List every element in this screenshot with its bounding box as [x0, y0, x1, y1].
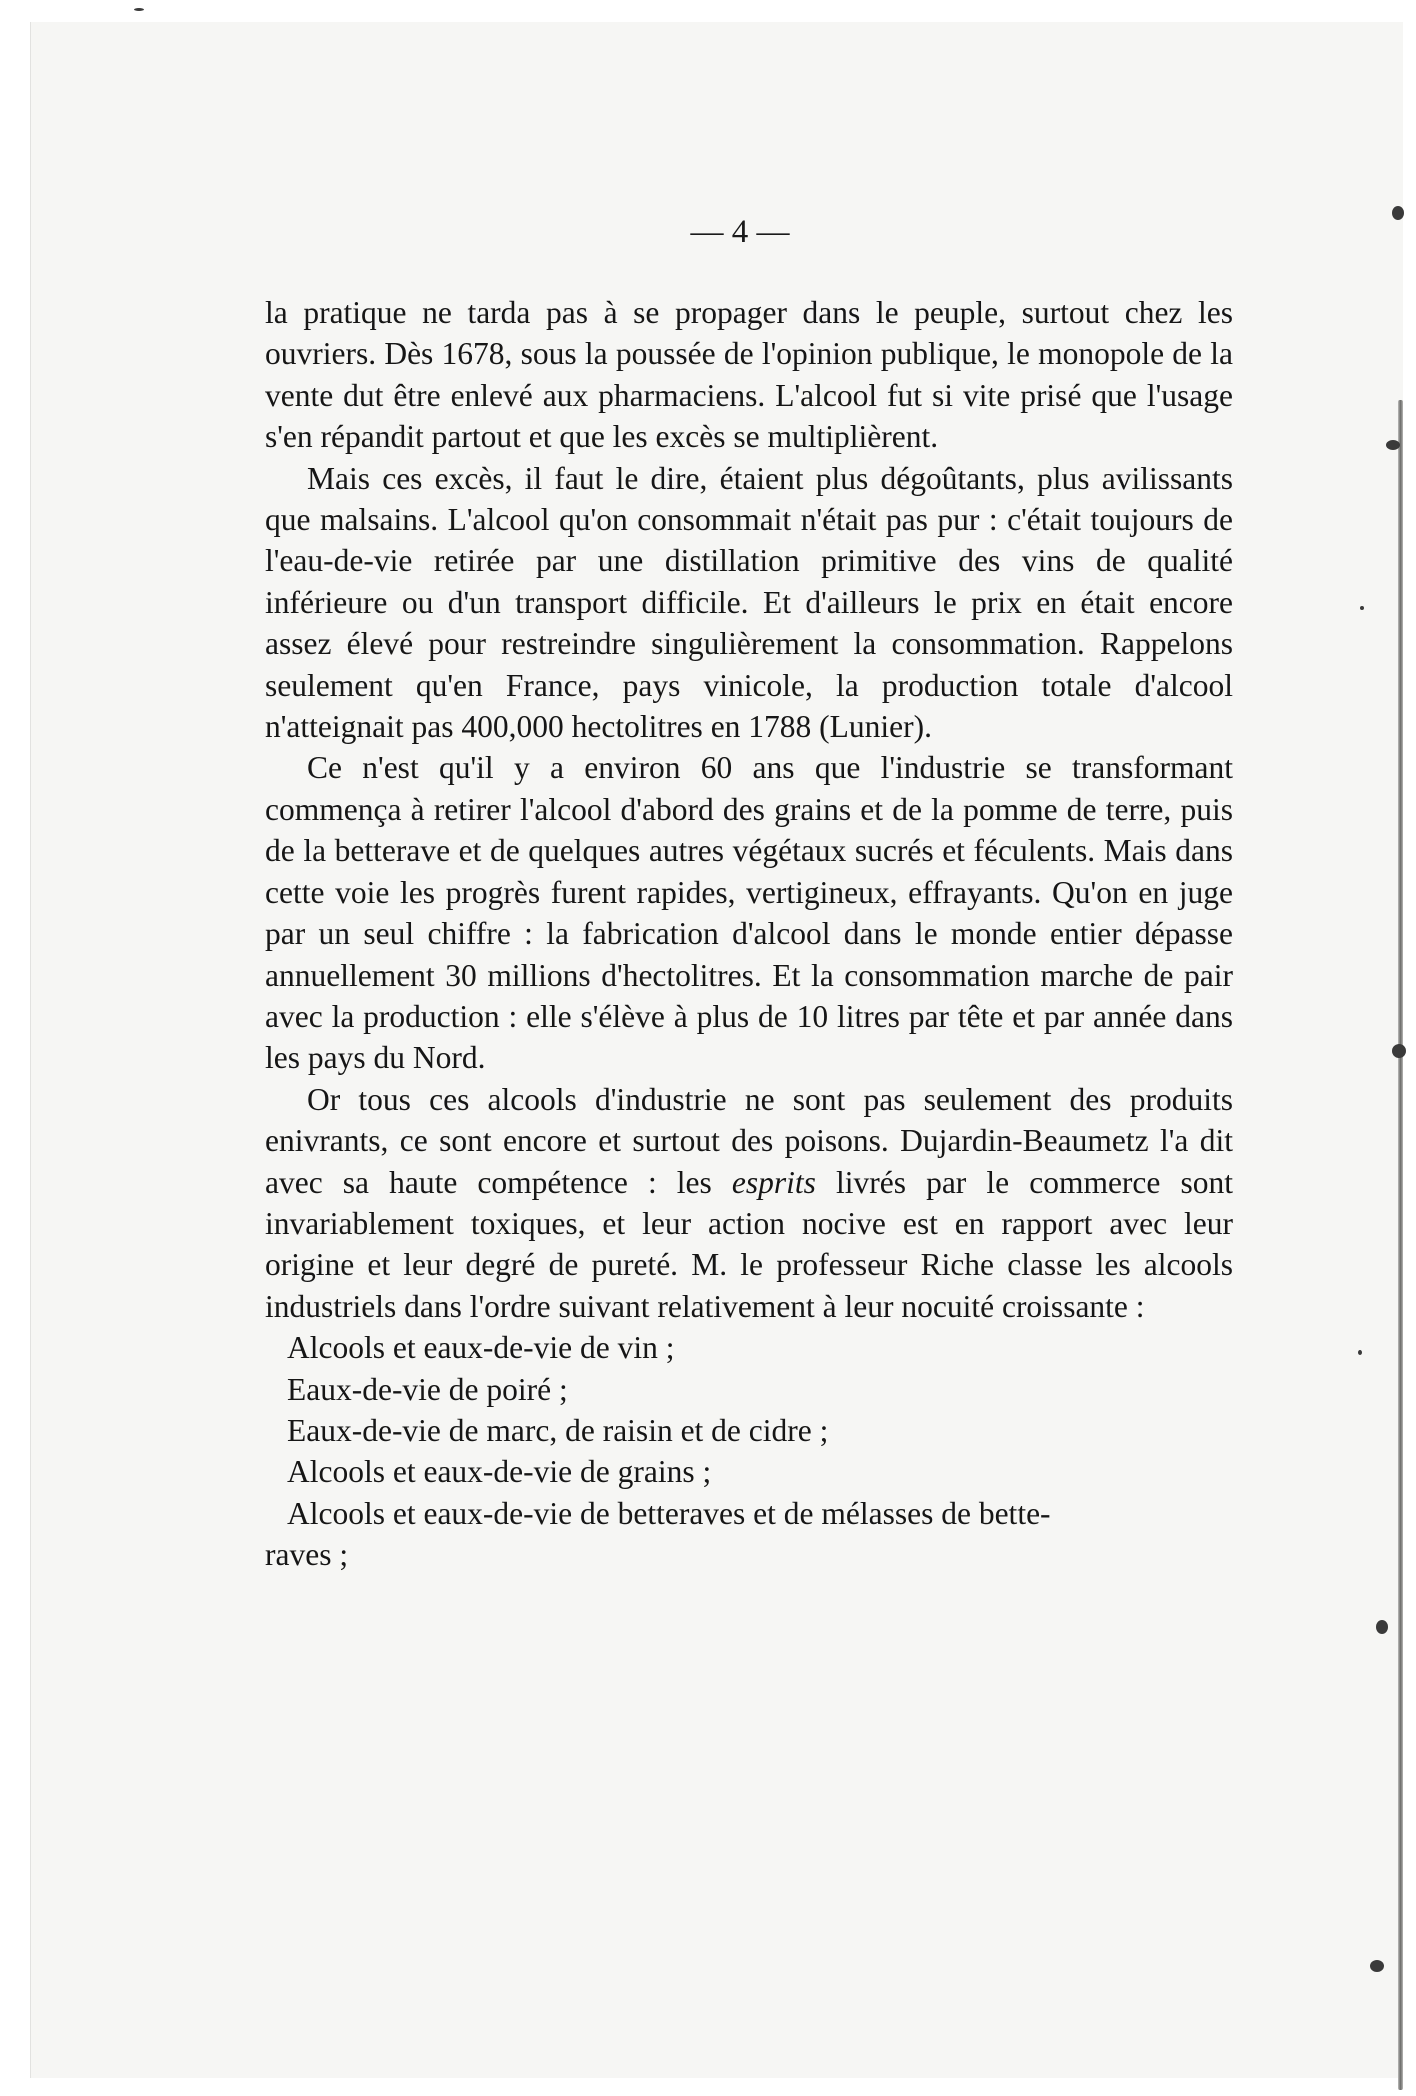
ink-speck: [1360, 606, 1364, 610]
list-item-line: Alcools et eaux-de-vie de betteraves et de mélasses de bette-: [287, 1495, 1051, 1531]
paragraph: [265, 1079, 1233, 1327]
list-item: Alcools et eaux-de-vie de grains ;: [287, 1454, 712, 1490]
ink-speck: [1370, 1960, 1384, 1972]
list-item: Eaux-de-vie de marc, de raisin et de cidre ;: [287, 1412, 829, 1448]
page-number: — 4 —: [690, 214, 790, 250]
paragraph: Ce n'est qu'il y a environ 60 ans que l'industrie se transformant commença à retirer l'alcool d'abord des grains et de la pomme de terre, puis de la betterave et de quelques autres végétaux sucrés et féculents. Mais dans cette voie les progrès furent rapides, vertigineux, effrayants. Qu'on en juge par un seul chiffre : la fabrication d'alcool dans le monde entier dépasse annuellement 30 millions d'hectolitres. Et la consommation marche de pair avec la production : elle s'élève à plus de 10 litres par tête et par année dans les pays du Nord.: [265, 750, 1233, 1076]
ink-speck: [134, 8, 144, 11]
list-item: Eaux-de-vie de poiré ;: [287, 1371, 568, 1407]
paragraph-text: Or tous ces alcools d'industrie ne sont pas seulement des produits enivrants, ce sont encore et surtout des poisons. Dujardin-Beaumetz l'a dit avec sa haute compétence : les: [265, 1081, 1233, 1200]
paragraph: Mais ces excès, il faut le dire, étaient plus dégoûtants, plus avilissants que malsains. L'alcool qu'on consommait n'était pas pur : c'était toujours de l'eau-de-vie retirée par une distillation primitive des vins de qualité inférieure ou d'un transport difficile. Et d'ailleurs le prix en était encore assez élevé pour restreindre singulièrement la consommation. Rappelons seulement qu'en France, pays vinicole, la production totale d'alcool n'atteignait pas 400,000 hectolitres en 1788 (Lunier).: [265, 460, 1233, 745]
ink-speck: [1376, 1620, 1388, 1634]
ink-speck: [1392, 1044, 1406, 1058]
paragraph-continued: la pratique ne tarda pas à se propager dans le peuple, surtout chez les ouvriers. Dès 1678, sous la poussée de l'opinion publique, le monopole de la vente dut être enlevé aux pharmaciens. L'alcool fut si vite prisé que l'usage s'en répandit partout et que les excès se multiplièrent.: [265, 295, 1233, 455]
italic-term: esprits: [731, 1164, 816, 1200]
list-item-line: raves ;: [265, 1537, 349, 1573]
page-binding-edge: [1398, 400, 1403, 2090]
paragraph-text: livrés par le commerce sont invariablement toxiques, et leur action nocive est en rapport avec leur origine et leur degré de pureté. M. le professeur Riche classe les alcools industriels dans l'ordre suivant relativement à leur nocuité croissante :: [265, 1164, 1233, 1324]
list-item: [265, 1493, 1233, 1576]
ink-speck: [1358, 1350, 1362, 1355]
ink-speck: [1386, 440, 1400, 450]
body-text: [265, 292, 1233, 1576]
list-item: Alcools et eaux-de-vie de vin ;: [287, 1330, 675, 1366]
